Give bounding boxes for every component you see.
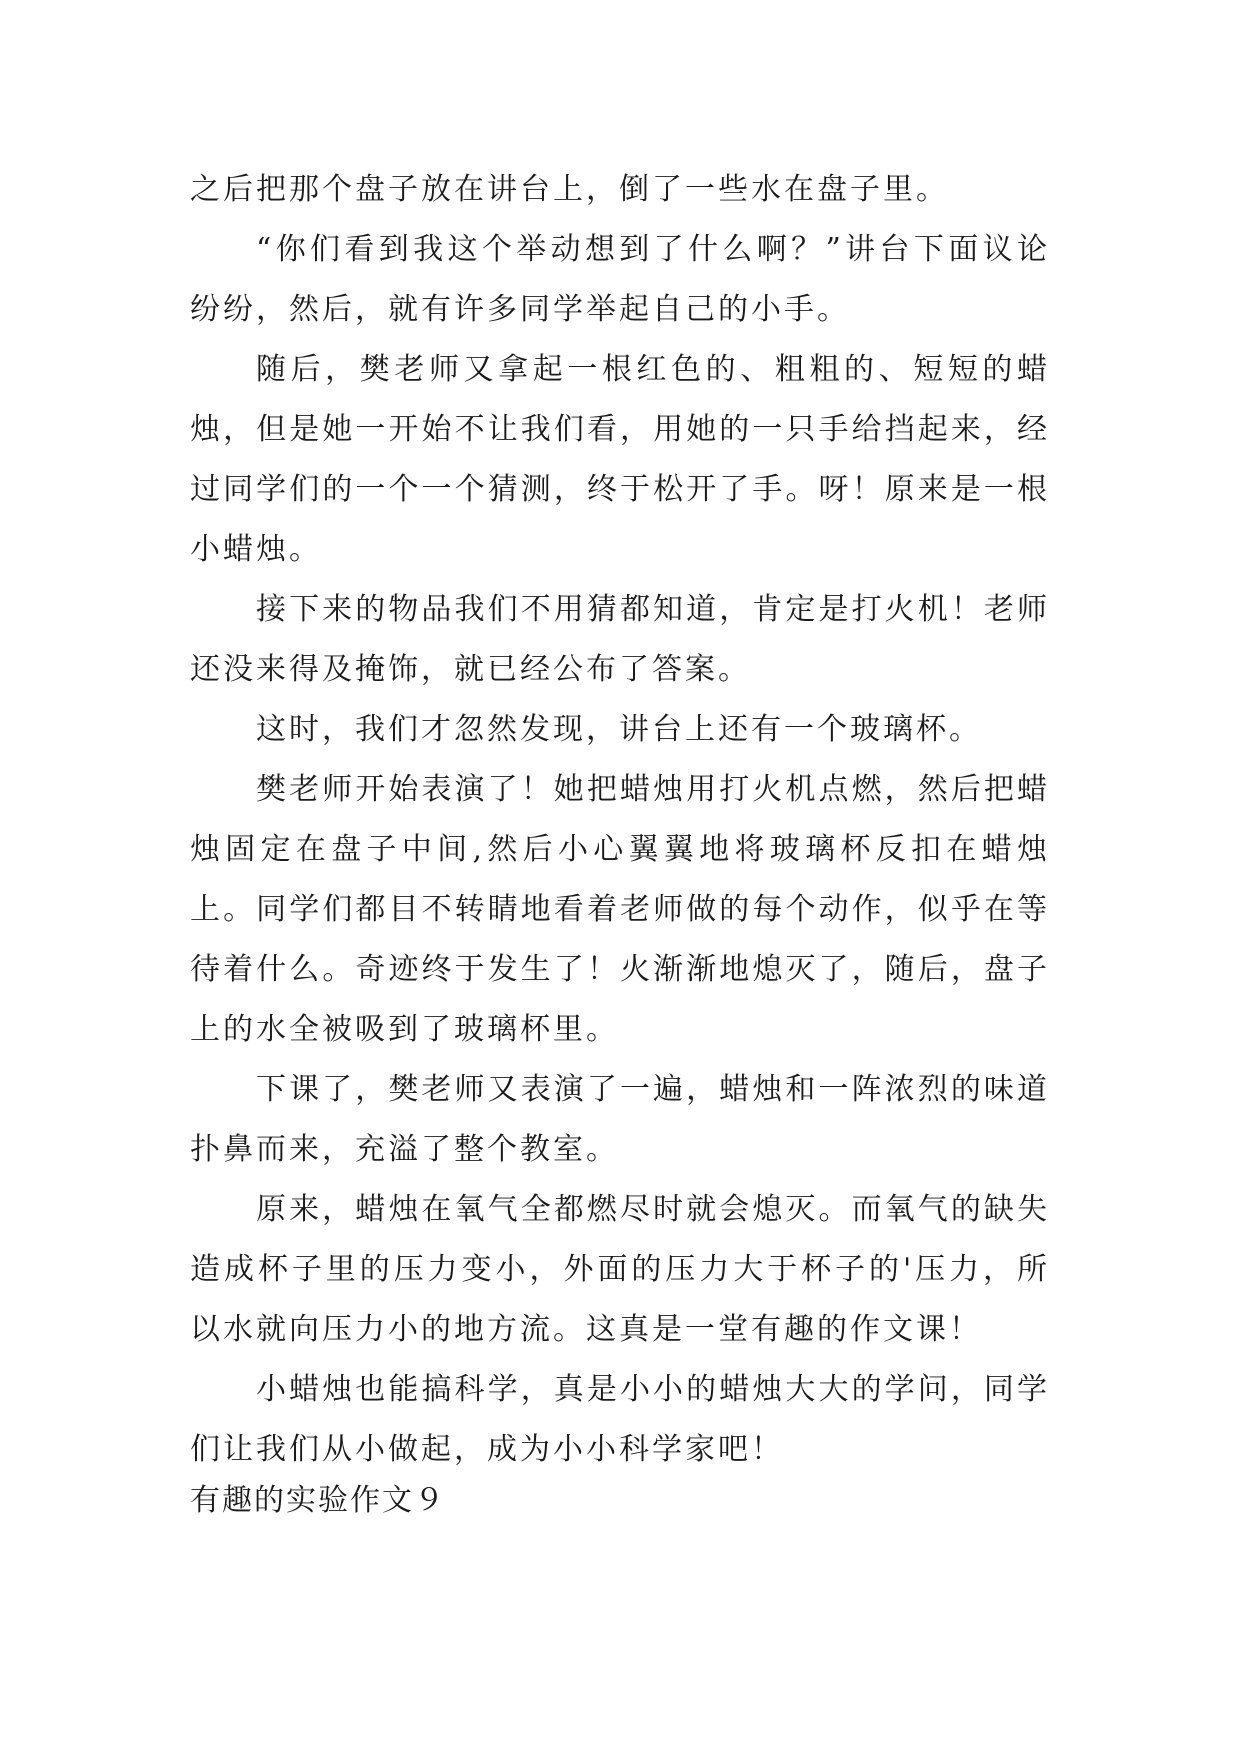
paragraph: 原来，蜡烛在氧气全都燃尽时就会熄灭。而氧气的缺失造成杯子里的压力变小，外面的压力大于杯子的'压力，所以水就向压力小的地方流。这真是一堂有趣的作文课！ [190,1192,1050,1347]
paragraph: 小蜡烛也能搞科学，真是小小的蜡烛大大的学问，同学们让我们从小做起，成为小小科学家吧！ [190,1372,1050,1467]
paragraph: 这时，我们才忽然发现，讲台上还有一个玻璃杯。 [256,712,982,747]
paragraph: 接下来的物品我们不用猜都知道，肯定是打火机！老师还没来得及掩饰，就已经公布了答案。 [190,592,1050,687]
paragraph: 随后，樊老师又拿起一根红色的、粗粗的、短短的蜡烛，但是她一开始不让我们看，用她的一只手给挡起来，经过同学们的一个一个猜测，终于松开了手。呀！原来是一根小蜡烛。 [190,352,1050,567]
article-body [190,160,1050,1480]
section-heading: 有趣的实验作文９ [190,1483,446,1518]
paragraph: 下课了，樊老师又表演了一遍，蜡烛和一阵浓烈的味道扑鼻而来，充溢了整个教室。 [190,1072,1050,1167]
paragraph: “你们看到我这个举动想到了什么啊？”讲台下面议论纷纷，然后，就有许多同学举起自己的小手。 [190,232,1050,327]
paragraph: 樊老师开始表演了！她把蜡烛用打火机点燃，然后把蜡烛固定在盘子中间,然后小心翼翼地将玻璃杯反扣在蜡烛上。同学们都目不转睛地看着老师做的每个动作，似乎在等待着什么。奇迹终于发生了！火渐渐地熄灭了，随后，盘子上的水全被吸到了玻璃杯里。 [190,772,1050,1047]
paragraph-continuation: 之后把那个盘子放在讲台上，倒了一些水在盘子里。 [190,172,949,207]
